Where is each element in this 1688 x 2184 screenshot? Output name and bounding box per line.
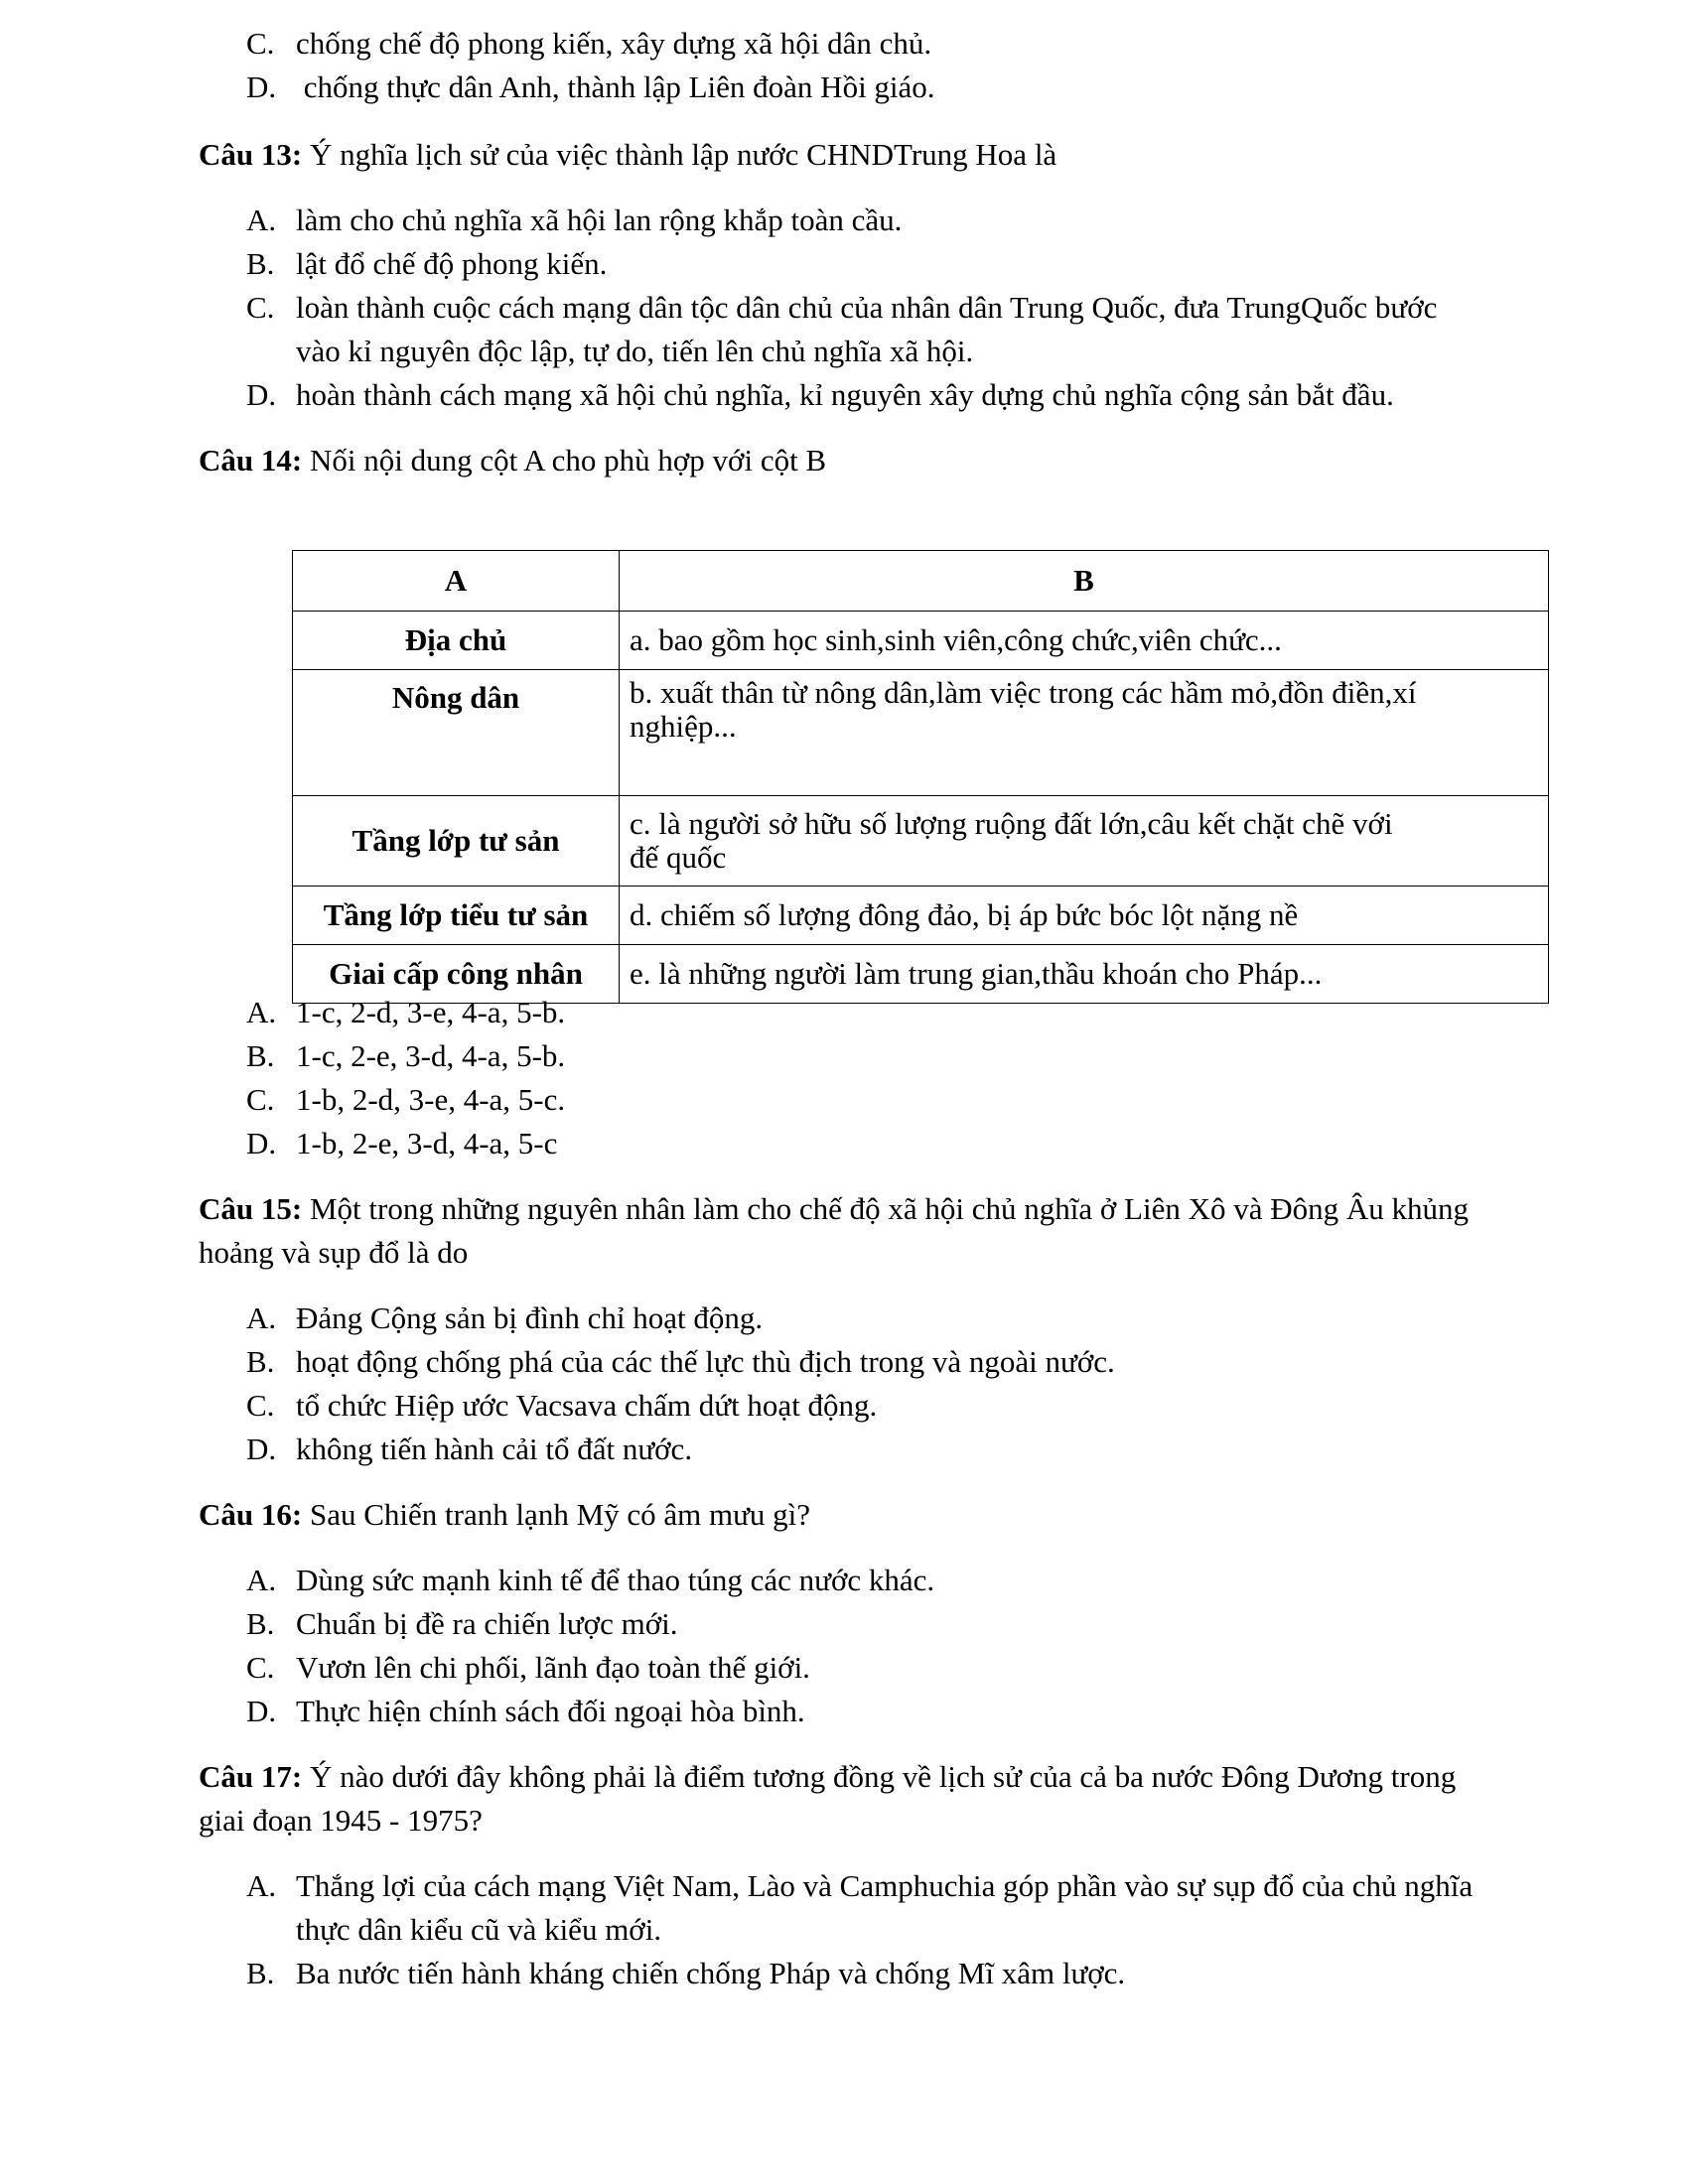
cell-a: Địa chủ: [293, 612, 620, 670]
question-number: Câu 17:: [199, 1759, 303, 1794]
option-text: 1-b, 2-d, 3-e, 4-a, 5-c.: [296, 1082, 566, 1117]
question-13: [199, 133, 1056, 177]
matching-table: [292, 550, 1549, 1004]
question-text: Sau Chiến tranh lạnh Mỹ có âm mưu gì?: [302, 1497, 811, 1532]
option-label: A.: [246, 1563, 277, 1597]
option-d: [246, 373, 1394, 417]
option-text: 1-c, 2-d, 3-e, 4-a, 5-b.: [296, 995, 566, 1029]
question-number: Câu 15:: [199, 1191, 303, 1226]
table-header-row: [293, 551, 1549, 612]
question-number: Câu 16:: [199, 1497, 303, 1532]
option-text: 1-c, 2-e, 3-d, 4-a, 5-b.: [296, 1038, 566, 1073]
table-row: [293, 796, 1549, 887]
option-label: D.: [246, 1694, 277, 1728]
cell-b-line: b. xuất thân từ nông dân,làm việc trong các hầm mỏ,đồn điền,xí: [630, 675, 1417, 710]
option-text: làm cho chủ nghĩa xã hội lan rộng khắp toàn cầu.: [296, 203, 903, 237]
option-label: C.: [246, 1650, 275, 1685]
option-d: [246, 1690, 805, 1733]
option-text: Dùng sức mạnh kinh tế để thao túng các nước khác.: [296, 1563, 935, 1597]
option-text: Ba nước tiến hành kháng chiến chống Pháp và chống Mĩ xâm lược.: [296, 1956, 1126, 1990]
question-15: [199, 1187, 1469, 1231]
option-text: lật đổ chế độ phong kiến.: [296, 246, 608, 281]
cell-a: Giai cấp công nhân: [293, 945, 620, 1004]
question-number: Câu 14:: [199, 443, 303, 478]
cell-b-line: đế quốc: [630, 840, 727, 875]
cell-b: e. là những người làm trung gian,thầu khoán cho Pháp...: [620, 945, 1549, 1004]
cell-a: Tầng lớp tư sản: [293, 796, 620, 887]
question-17-continued: giai đoạn 1945 - 1975?: [199, 1803, 483, 1838]
option-d: [246, 66, 935, 109]
option-text: hoàn thành cách mạng xã hội chủ nghĩa, kỉ nguyên xây dựng chủ nghĩa cộng sản bắt đầu.: [296, 377, 1394, 412]
option-c: [246, 1646, 810, 1690]
option-text: Chuẩn bị đề ra chiến lược mới.: [296, 1606, 678, 1641]
option-text: Đảng Cộng sản bị đình chỉ hoạt động.: [296, 1300, 764, 1335]
option-b: [246, 1340, 1115, 1384]
option-d: [246, 1428, 692, 1471]
option-text: 1-b, 2-e, 3-d, 4-a, 5-c: [296, 1126, 558, 1160]
column-a-header: A: [293, 551, 620, 612]
option-a: [246, 991, 565, 1034]
option-label: B.: [246, 1606, 275, 1641]
table-row: [293, 887, 1549, 945]
option-b: [246, 1952, 1125, 1995]
option-label: D.: [246, 1432, 277, 1466]
option-label: C.: [246, 1388, 275, 1423]
option-a: [246, 1864, 1473, 1908]
cell-b: [620, 796, 1549, 887]
option-label: D.: [246, 69, 277, 104]
table-row: [293, 670, 1549, 796]
column-b-header: B: [620, 551, 1549, 612]
option-c: [246, 1078, 565, 1122]
option-text: hoạt động chống phá của các thế lực thù địch trong và ngoài nước.: [296, 1344, 1115, 1379]
cell-b: [620, 670, 1549, 796]
option-text: Vươn lên chi phối, lãnh đạo toàn thế giới.: [296, 1650, 810, 1685]
option-c: [246, 286, 1437, 330]
question-text: Ý nghĩa lịch sử của việc thành lập nước CHNDTrung Hoa là: [302, 137, 1057, 172]
option-label: C.: [246, 290, 275, 325]
cell-b: d. chiếm số lượng đông đảo, bị áp bức bóc lột nặng nề: [620, 887, 1549, 945]
question-text: Một trong những nguyên nhân làm cho chế độ xã hội chủ nghĩa ở Liên Xô và Đông Âu khủng: [302, 1191, 1470, 1226]
option-a: [246, 1297, 763, 1340]
option-a: [246, 199, 902, 242]
option-label: C.: [246, 26, 275, 61]
option-label: A.: [246, 203, 277, 237]
option-label: B.: [246, 1344, 275, 1379]
option-c-continued: vào kỉ nguyên độc lập, tự do, tiến lên chủ nghĩa xã hội.: [296, 334, 974, 368]
option-text: không tiến hành cải tổ đất nước.: [296, 1432, 693, 1466]
table-row: [293, 612, 1549, 670]
option-label: B.: [246, 1956, 275, 1990]
option-label: A.: [246, 1300, 277, 1335]
option-b: [246, 1602, 677, 1646]
option-b: [246, 1034, 565, 1078]
question-text: Nối nội dung cột A cho phù hợp với cột B: [302, 443, 827, 478]
question-14: [199, 439, 826, 482]
question-17: [199, 1755, 1456, 1799]
option-label: B.: [246, 1038, 275, 1073]
question-text: Ý nào dưới đây không phải là điểm tương đồng về lịch sử của cả ba nước Đông Dương trong: [302, 1759, 1457, 1794]
question-number: Câu 13:: [199, 137, 303, 172]
option-text: chống chế độ phong kiến, xây dựng xã hội dân chủ.: [296, 26, 932, 61]
option-text: chống thực dân Anh, thành lập Liên đoàn Hồi giáo.: [296, 69, 935, 104]
option-a: [246, 1559, 934, 1602]
cell-b-line: nghiệp...: [630, 709, 737, 744]
question-16: [199, 1493, 810, 1537]
cell-a: Tầng lớp tiểu tư sản: [293, 887, 620, 945]
option-text: Thực hiện chính sách đối ngoại hòa bình.: [296, 1694, 805, 1728]
option-label: D.: [246, 1126, 277, 1160]
option-label: B.: [246, 246, 275, 281]
option-text: tổ chức Hiệp ước Vacsava chấm dứt hoạt động.: [296, 1388, 878, 1423]
option-d: [246, 1122, 557, 1165]
option-b: [246, 242, 607, 286]
option-label: A.: [246, 1868, 277, 1903]
cell-a: Nông dân: [293, 670, 620, 796]
option-c: [246, 22, 931, 66]
cell-b: a. bao gồm học sinh,sinh viên,công chức,viên chức...: [620, 612, 1549, 670]
option-text: loàn thành cuộc cách mạng dân tộc dân chủ của nhân dân Trung Quốc, đưa TrungQuốc bước: [296, 290, 1438, 325]
option-c: [246, 1384, 877, 1428]
option-label: D.: [246, 377, 277, 412]
option-label: C.: [246, 1082, 275, 1117]
cell-b-line: c. là người sở hữu số lượng ruộng đất lớn,câu kết chặt chẽ với: [630, 806, 1393, 841]
option-text: Thắng lợi của cách mạng Việt Nam, Lào và Camphuchia góp phần vào sự sụp đổ của chủ nghĩa: [296, 1868, 1474, 1903]
option-a-continued: thực dân kiểu cũ và kiểu mới.: [296, 1912, 662, 1947]
question-15-continued: hoảng và sụp đổ là do: [199, 1235, 469, 1270]
option-label: A.: [246, 995, 277, 1029]
